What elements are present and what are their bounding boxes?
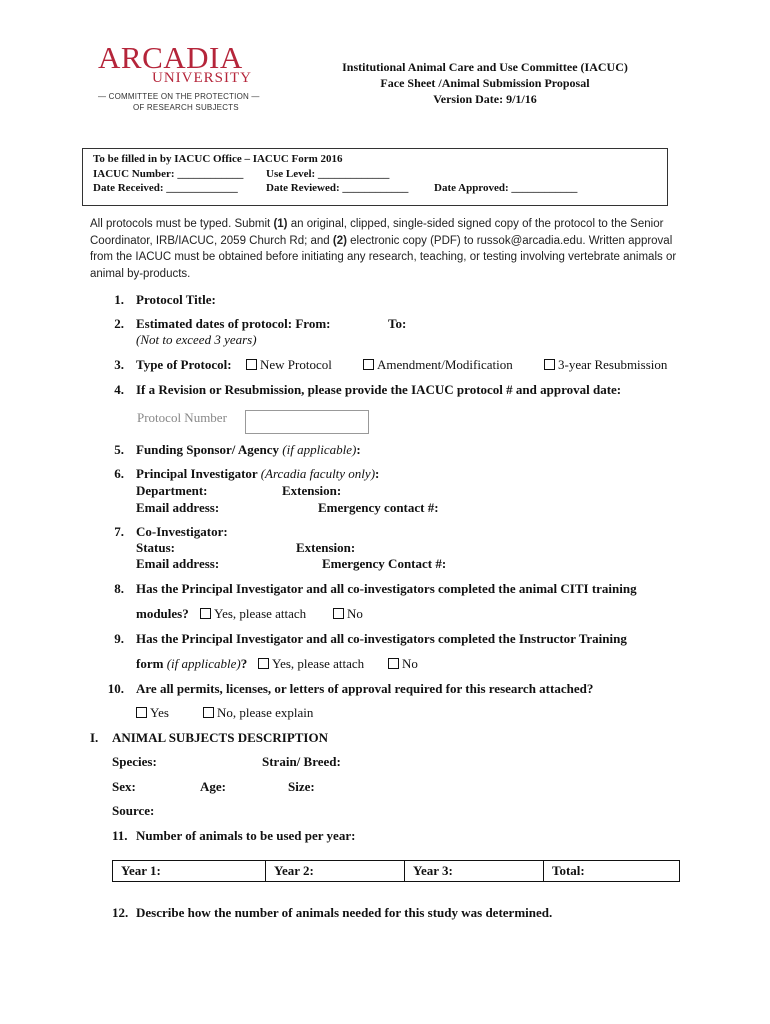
checkbox[interactable] [333,608,344,619]
q8-option-no[interactable]: No [333,606,363,622]
q7-extension-label: Extension: [296,540,356,555]
checkbox[interactable] [246,359,257,370]
q6-email-label: Email address: [136,500,220,515]
intro-paragraph: All protocols must be typed. Submit (1) an original, clipped, single-sided signed copy of the protocol to the Senior Coordinator, IRB/IACUC, 2059 Church Rd; and (2) electronic copy (PDF) to russok@arcadia.edu. Written approval from the IACUC must be obtained before initiating any research, teaching, or testing involving vertebrate animals or animal by-products. [90,218,677,280]
q7-coinvestigator-label: Co-Investigator: [136,524,228,539]
source-label: Source: [112,803,155,818]
q7-emergency-label: Emergency Contact #: [322,556,447,571]
q3-option-resubmission[interactable]: 3-year Resubmission [544,357,667,373]
iacuc-number-field: IACUC Number: ____________ [93,168,244,180]
protocol-number-label: Protocol Number [137,410,227,425]
q9-number: 9. [114,631,124,646]
date-received-field: Date Received: _____________ [93,182,238,194]
date-reviewed-field: Date Reviewed: ____________ [266,182,409,194]
q3-type-label: Type of Protocol: [136,357,232,372]
logo-committee-line: — COMMITTEE ON THE PROTECTION — [98,92,260,101]
age-label: Age: [200,779,226,794]
q9-form-label: form (if applicable)? [136,656,248,671]
sex-label: Sex: [112,779,136,794]
q12-describe-label: Describe how the number of animals needed for this study was determined. [136,905,553,920]
checkbox[interactable] [544,359,555,370]
q6-pi-label: Principal Investigator (Arcadia faculty only): [136,466,380,481]
q6-number: 6. [114,466,124,481]
q1-protocol-title-label: Protocol Title: [136,292,216,307]
logo-name: ARCADIA [98,40,243,75]
year-3-cell[interactable]: Year 3: [405,861,544,882]
q8-option-yes[interactable]: Yes, please attach [200,606,306,622]
checkbox[interactable] [136,707,147,718]
q6-extension-label: Extension: [282,483,342,498]
logo-subjects-line: OF RESEARCH SUBJECTS [133,103,239,112]
q3-option-new[interactable]: New Protocol [246,357,332,373]
table-row [113,861,680,882]
checkbox[interactable] [203,707,214,718]
checkbox[interactable] [388,658,399,669]
checkbox[interactable] [200,608,211,619]
header-title: Institutional Animal Care and Use Committee (IACUC) [342,60,628,74]
office-box-title: To be filled in by IACUC Office – IACUC Form 2016 [93,153,343,165]
q2-dates-to-label: To: [388,316,407,331]
animals-per-year-table [112,860,680,882]
q8-number: 8. [114,581,124,596]
total-cell[interactable]: Total: [544,861,680,882]
q11-animals-label: Number of animals to be used per year: [136,828,356,843]
logo-university: UNIVERSITY [152,70,252,86]
q7-status-label: Status: [136,540,176,555]
header-subtitle: Face Sheet /Animal Submission Proposal [380,76,590,90]
q1-number: 1. [114,292,124,307]
checkbox[interactable] [363,359,374,370]
q10-option-no[interactable]: No, please explain [203,705,313,721]
q3-number: 3. [114,357,124,372]
q10-option-yes[interactable]: Yes [136,705,169,721]
q12-number: 12. [112,905,129,920]
section-1-title: ANIMAL SUBJECTS DESCRIPTION [112,730,328,745]
date-approved-field: Date Approved: ____________ [434,182,578,194]
q10-number: 10. [107,681,124,696]
section-1-number: I. [90,730,99,745]
size-label: Size: [288,779,315,794]
q6-department-label: Department: [136,483,208,498]
strain-breed-label: Strain/ Breed: [262,754,341,769]
q5-funding-label: Funding Sponsor/ Agency (if applicable): [136,442,361,457]
q9-instructor-label: Has the Principal Investigator and all co-investigators completed the Instructor Training [136,631,627,646]
q4-number: 4. [114,382,124,397]
year-2-cell[interactable]: Year 2: [266,861,405,882]
q5-number: 5. [114,442,124,457]
q10-permits-label: Are all permits, licenses, or letters of approval required for this research attached? [136,681,594,696]
q9-option-yes[interactable]: Yes, please attach [258,656,364,672]
q8-modules-label: modules? [136,606,189,621]
q3-option-amendment[interactable]: Amendment/Modification [363,357,513,373]
q2-number: 2. [114,316,124,331]
q4-revision-label: If a Revision or Resubmission, please provide the IACUC protocol # and approval date: [136,382,622,397]
use-level-field: Use Level: _____________ [266,168,390,180]
q9-option-no[interactable]: No [388,656,418,672]
q6-emergency-label: Emergency contact #: [318,500,439,515]
q7-email-label: Email address: [136,556,220,571]
q7-number: 7. [114,524,124,539]
checkbox[interactable] [258,658,269,669]
header-version: Version Date: 9/1/16 [433,92,537,106]
species-label: Species: [112,754,157,769]
protocol-number-input[interactable] [245,410,369,434]
q2-note: (Not to exceed 3 years) [136,332,257,347]
year-1-cell[interactable]: Year 1: [113,861,266,882]
q2-dates-from-label: Estimated dates of protocol: From: [136,316,331,331]
q11-number: 11. [112,828,128,843]
q8-citi-label: Has the Principal Investigator and all co-investigators completed the animal CITI training [136,581,637,596]
